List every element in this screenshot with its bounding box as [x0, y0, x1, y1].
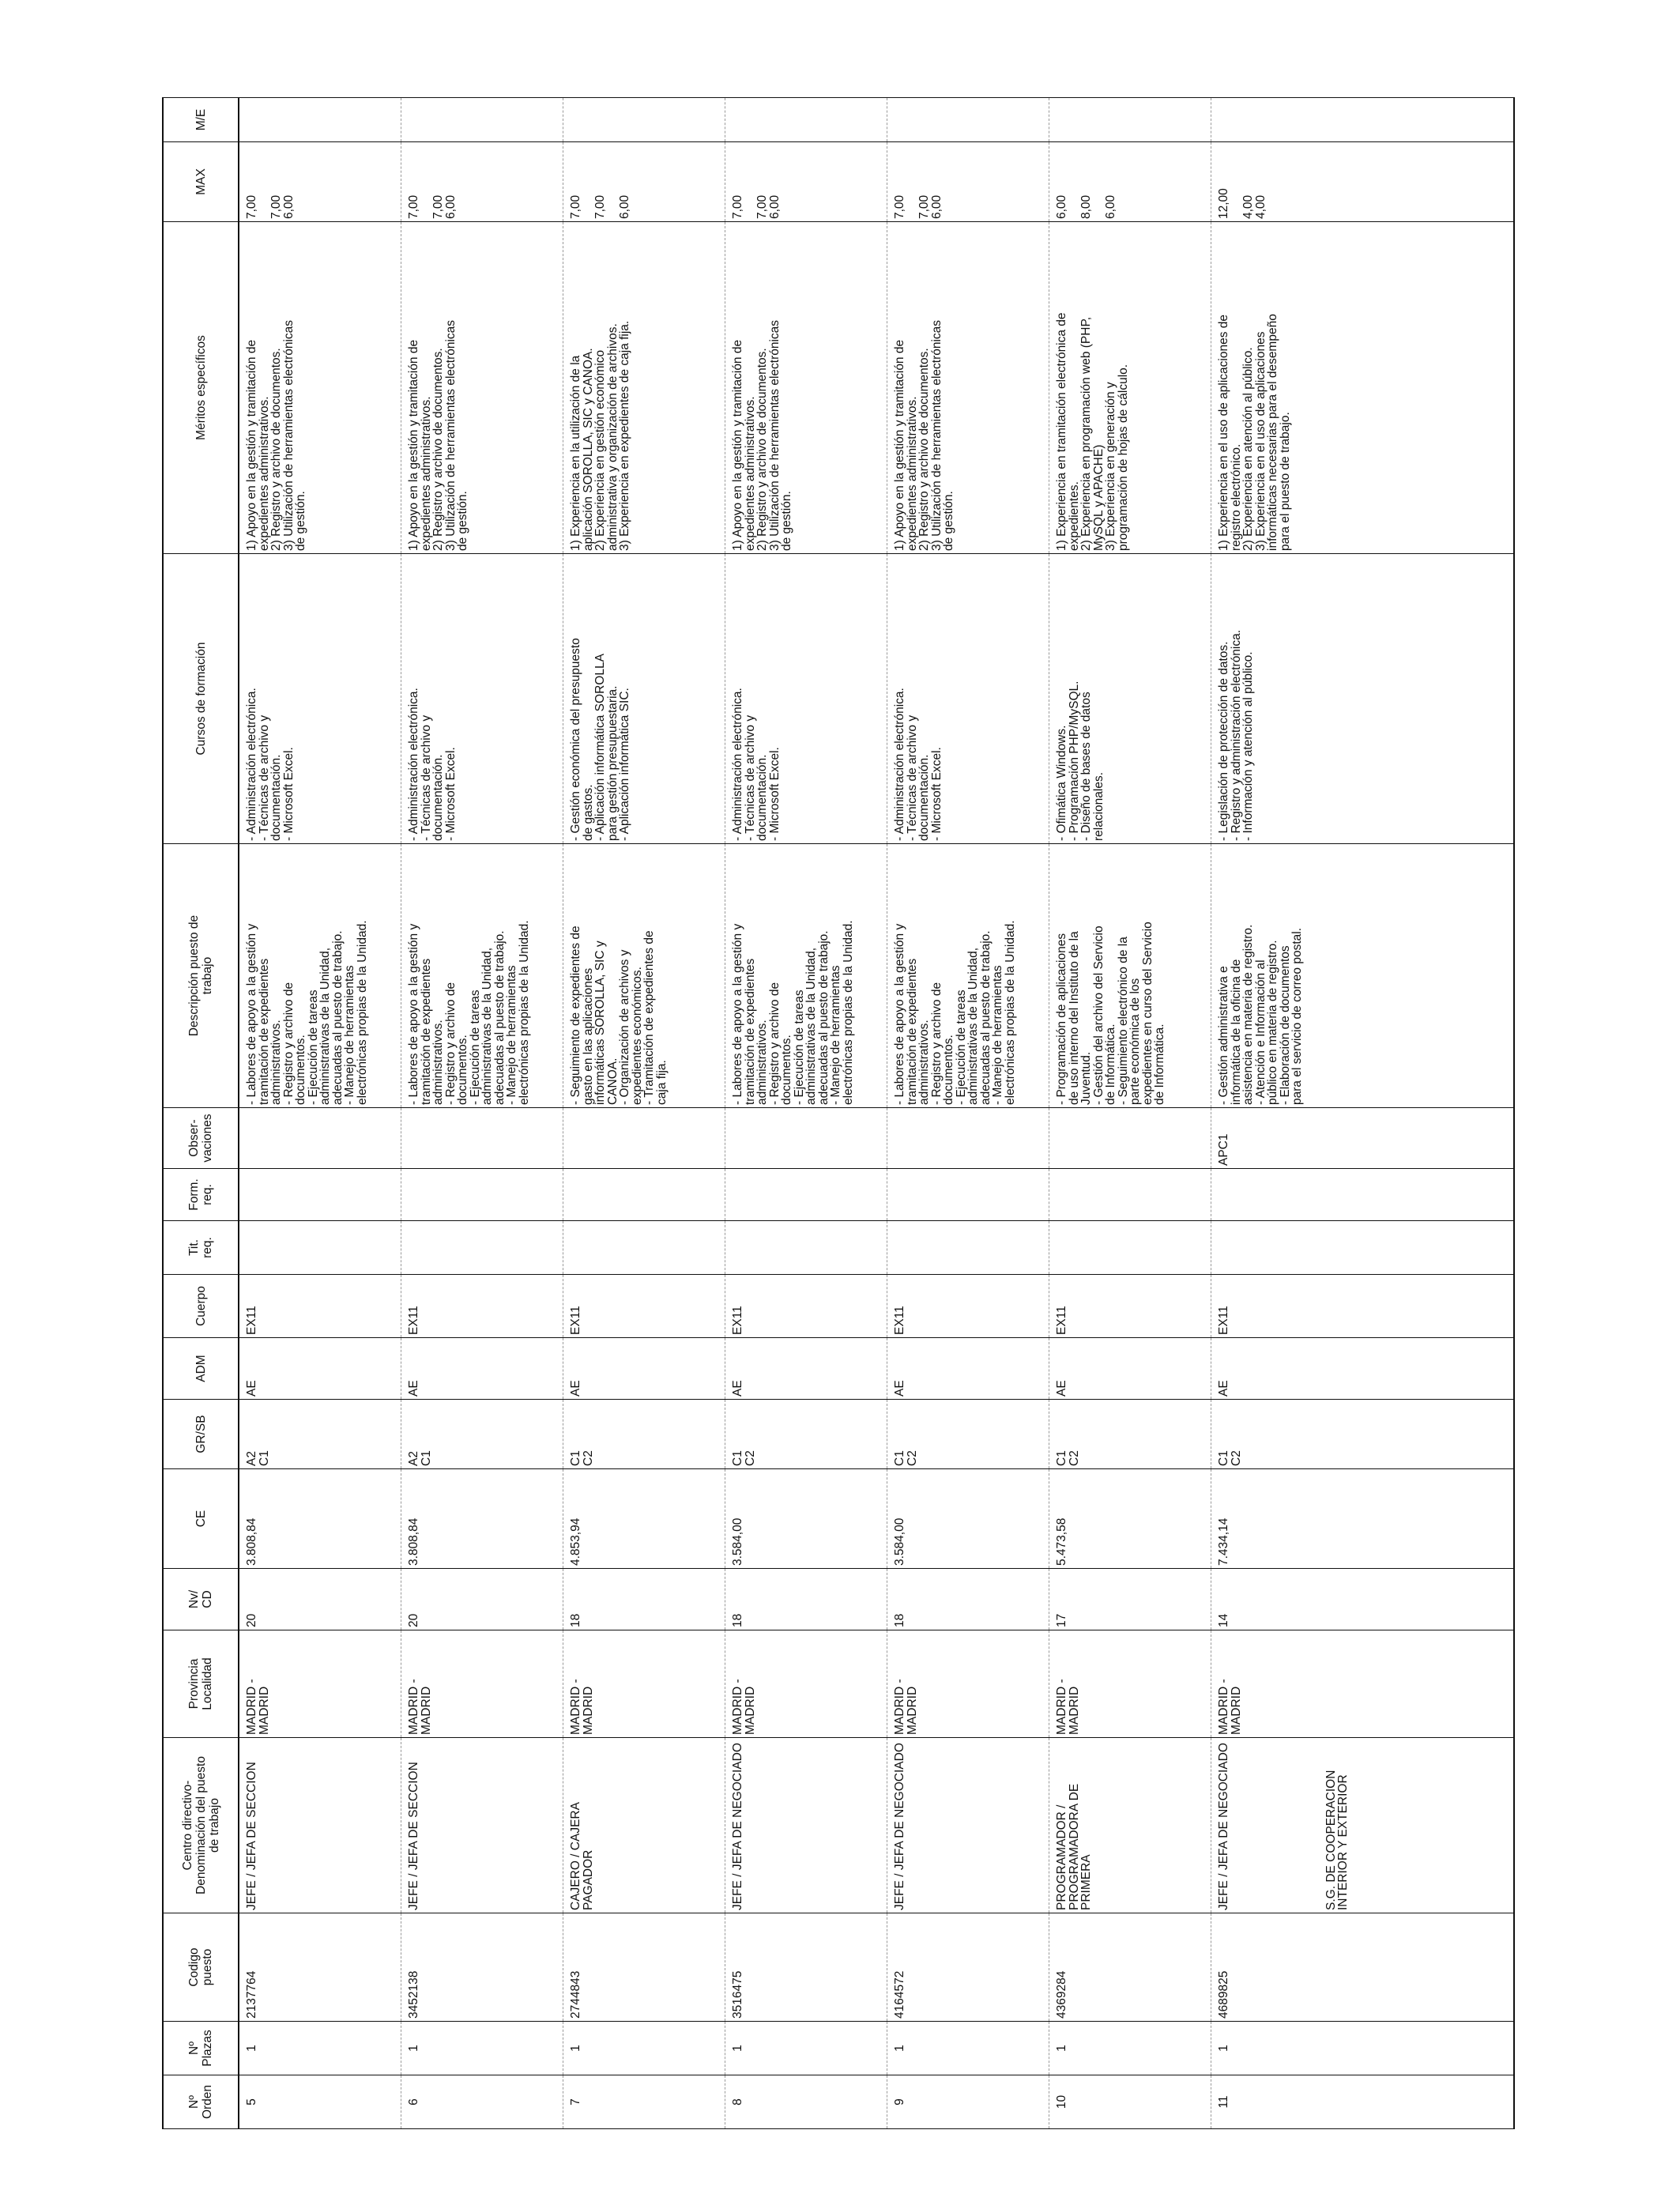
cell-cuerpo: EX11	[1049, 1275, 1211, 1338]
cell-titulacion	[887, 1221, 1049, 1275]
col-header-observaciones: Obser- vaciones	[163, 1108, 239, 1169]
cell-meritos: 1) Apoyo en la gestión y tramitación de expedientes administrativos. 2) Registro y archivo de documentos. 3) Utilización de herramientas electrónicas de gestión.	[887, 222, 1049, 554]
positions-grid	[162, 97, 1515, 2129]
cell-nivel: 20	[401, 1569, 563, 1630]
cell-observaciones	[239, 1108, 401, 1169]
cell-grupo: C1 C2	[887, 1400, 1049, 1469]
cell-me	[1049, 98, 1211, 142]
cell-plazas: 1	[401, 2022, 563, 2075]
cell-cursos: - Ofimática Windows. - Programación PHP/MySQL. - Diseño de bases de datos relacionales.	[1049, 554, 1211, 844]
cell-me	[887, 98, 1049, 142]
cell-max: 7,00 7,00 6,00	[887, 142, 1049, 222]
cell-orden: 5	[239, 2075, 401, 2129]
col-header-plazas: Nº Plazas	[163, 2022, 239, 2075]
cell-ce: 3.808,84	[239, 1469, 401, 1569]
cell-observaciones	[887, 1108, 1049, 1169]
cell-ce: 3.584,00	[887, 1469, 1049, 1569]
col-header-codigo: Codigo puesto	[163, 1913, 239, 2022]
cell-codigo: 2137764	[239, 1913, 401, 2022]
table-row	[401, 98, 563, 2129]
cell-formacion	[1211, 1169, 1515, 1221]
cell-codigo: 4689825	[1211, 1913, 1515, 2022]
cell-provincia: MADRID - MADRID	[401, 1630, 563, 1738]
cell-ce: 3.584,00	[725, 1469, 887, 1569]
col-header-formacion: Form. req.	[163, 1169, 239, 1221]
cell-titulacion	[725, 1221, 887, 1275]
col-header-nivel: Nv/ CD	[163, 1569, 239, 1630]
cell-me	[725, 98, 887, 142]
col-header-meritos: Méritos específicos	[163, 222, 239, 554]
cell-cuerpo: EX11	[1211, 1275, 1515, 1338]
cell-descripcion: - Programación de aplicaciones de uso interno del Instituto de la Juventud. - Gestión del archivo del Servicio de Informática. - Seguimiento electrónico de la parte económica de los expedientes en curso del Servicio de Informática.	[1049, 844, 1211, 1108]
cell-cuerpo: EX11	[887, 1275, 1049, 1338]
cell-cuerpo: EX11	[401, 1275, 563, 1338]
cell-meritos: 1) Experiencia en el uso de aplicaciones de registro electrónico. 2) Experiencia en atención al público. 3) Experiencia en el uso de aplicaciones informáticas necesarias para el desempeño para el puesto de trabajo.	[1211, 222, 1515, 554]
cell-observaciones: APC1	[1211, 1108, 1515, 1169]
cell-meritos: 1) Apoyo en la gestión y tramitación de expedientes administrativos. 2) Registro y archivo de documentos. 3) Utilización de herramientas electrónicas de gestión.	[401, 222, 563, 554]
cell-descripcion: - Gestión administrativa e informática de la oficina de asistencia en materia de registro. - Atención e Información al público en materia de registro. - Elaboración de documentos para el servicio de correo postal.	[1211, 844, 1515, 1108]
cell-descripcion: - Labores de apoyo a la gestión y tramitación de expedientes administrativos. - Registro y archivo de documentos. - Ejecución de tareas administrativas de la Unidad, adecuadas al puesto de trabajo. - Manejo de herramientas electrónicas propias de la Unidad.	[887, 844, 1049, 1108]
table-row	[1211, 98, 1515, 2129]
cell-formacion	[239, 1169, 401, 1221]
cell-descripcion: - Seguimiento de expedientes de gasto en las aplicaciones informáticas SOROLLA, SIC y CANOA. - Organización de archivos y expedientes económicos. - Tramitación de expedientes de caja fija.	[563, 844, 725, 1108]
cell-formacion	[401, 1169, 563, 1221]
table-row	[1049, 98, 1211, 2129]
cell-centro: CAJERO / CAJERA PAGADOR	[563, 1738, 725, 1913]
cell-observaciones	[401, 1108, 563, 1169]
cell-cuerpo: EX11	[239, 1275, 401, 1338]
col-header-me: M/E	[163, 98, 239, 142]
cell-codigo: 3516475	[725, 1913, 887, 2022]
cell-formacion	[563, 1169, 725, 1221]
cell-max: 7,00 7,00 6,00	[401, 142, 563, 222]
subdirectorate-label: S.G. DE COOPERACION INTERIOR Y EXTERIOR	[1324, 1770, 1350, 1910]
cell-plazas: 1	[1049, 2022, 1211, 2075]
cell-cuerpo: EX11	[725, 1275, 887, 1338]
cell-provincia: MADRID - MADRID	[1049, 1630, 1211, 1738]
cell-orden: 8	[725, 2075, 887, 2129]
cell-meritos: 1) Experiencia en tramitación electrónica de expedientes. 2) Experiencia en programación web (PHP, MySQL y APACHE) 3) Experiencia en generación y programación de hojas de cálculo.	[1049, 222, 1211, 554]
cell-codigo: 4369284	[1049, 1913, 1211, 2022]
cell-max: 12,00 4,00 4,00	[1211, 142, 1515, 222]
table-row	[725, 98, 887, 2129]
cell-titulacion	[1049, 1221, 1211, 1275]
cell-ce: 4.853,94	[563, 1469, 725, 1569]
cell-nivel: 18	[725, 1569, 887, 1630]
cell-plazas: 1	[1211, 2022, 1515, 2075]
cell-nivel: 18	[887, 1569, 1049, 1630]
cell-titulacion	[239, 1221, 401, 1275]
cell-ce: 5.473,58	[1049, 1469, 1211, 1569]
cell-cuerpo: EX11	[563, 1275, 725, 1338]
cell-codigo: 2744843	[563, 1913, 725, 2022]
cell-cursos: - Administración electrónica. - Técnicas de archivo y documentación. - Microsoft Excel.	[401, 554, 563, 844]
cell-grupo: C1 C2	[563, 1400, 725, 1469]
cell-orden: 7	[563, 2075, 725, 2129]
col-header-cuerpo: Cuerpo	[163, 1275, 239, 1338]
table-row	[239, 98, 401, 2129]
cell-descripcion: - Labores de apoyo a la gestión y tramitación de expedientes administrativos. - Registro y archivo de documentos. - Ejecución de tareas administrativas de la Unidad, adecuadas al puesto de trabajo. - Manejo de herramientas electrónicas propias de la Unidad.	[401, 844, 563, 1108]
cell-formacion	[887, 1169, 1049, 1221]
cell-plazas: 1	[725, 2022, 887, 2075]
cell-me	[1211, 98, 1515, 142]
cell-centro: PROGRAMADOR / PROGRAMADORA DE PRIMERA	[1049, 1738, 1211, 1913]
cell-plazas: 1	[887, 2022, 1049, 2075]
cell-max: 7,00 7,00 6,00	[725, 142, 887, 222]
cell-cursos: - Gestión económica del presupuesto de gastos. - Aplicación informática SOROLLA para gestión presupuestaria. - Aplicación informática SIC.	[563, 554, 725, 844]
cell-plazas: 1	[563, 2022, 725, 2075]
cell-meritos: 1) Experiencia en la utilización de la aplicación SOROLLA, SIC y CANOA. 2) Experiencia en gestión económico administrativa y organización de archivos. 3) Experiencia en expedientes de caja fija.	[563, 222, 725, 554]
cell-provincia: MADRID - MADRID	[1211, 1630, 1515, 1738]
cell-max: 7,00 7,00 6,00	[239, 142, 401, 222]
cell-adm: AE	[401, 1338, 563, 1400]
cell-provincia: MADRID - MADRID	[725, 1630, 887, 1738]
col-header-titulacion: Tit. req.	[163, 1221, 239, 1275]
cell-titulacion	[563, 1221, 725, 1275]
cell-centro	[1211, 1738, 1515, 1913]
cell-adm: AE	[1211, 1338, 1515, 1400]
cell-adm: AE	[725, 1338, 887, 1400]
cell-centro-title: JEFE / JEFA DE NEGOCIADO	[1217, 1743, 1230, 1910]
col-header-ce: CE	[163, 1469, 239, 1569]
cell-cursos: - Legislación de protección de datos. - Registro y administración electrónica. - Información y atención al público.	[1211, 554, 1515, 844]
cell-cursos: - Administración electrónica. - Técnicas de archivo y documentación. - Microsoft Excel.	[239, 554, 401, 844]
cell-grupo: C1 C2	[1049, 1400, 1211, 1469]
cell-cursos: - Administración electrónica. - Técnicas de archivo y documentación. - Microsoft Excel.	[725, 554, 887, 844]
col-header-orden: Nº Orden	[163, 2075, 239, 2129]
col-header-max: MAX	[163, 142, 239, 222]
cell-nivel: 20	[239, 1569, 401, 1630]
cell-orden: 6	[401, 2075, 563, 2129]
cell-formacion	[1049, 1169, 1211, 1221]
cell-cursos: - Administración electrónica. - Técnicas de archivo y documentación. - Microsoft Excel.	[887, 554, 1049, 844]
cell-descripcion: - Labores de apoyo a la gestión y tramitación de expedientes administrativos. - Registro y archivo de documentos. - Ejecución de tareas administrativas de la Unidad, adecuadas al puesto de trabajo. - Manejo de herramientas electrónicas propias de la Unidad.	[239, 844, 401, 1108]
cell-centro: JEFE / JEFA DE NEGOCIADO	[725, 1738, 887, 1913]
cell-meritos: 1) Apoyo en la gestión y tramitación de expedientes administrativos. 2) Registro y archivo de documentos. 3) Utilización de herramientas electrónicas de gestión.	[239, 222, 401, 554]
cell-titulacion	[401, 1221, 563, 1275]
col-header-adm: ADM	[163, 1338, 239, 1400]
cell-ce: 7.434,14	[1211, 1469, 1515, 1569]
cell-observaciones	[1049, 1108, 1211, 1169]
cell-orden: 10	[1049, 2075, 1211, 2129]
cell-max: 6,00 8,00 6,00	[1049, 142, 1211, 222]
cell-codigo: 3452138	[401, 1913, 563, 2022]
cell-adm: AE	[239, 1338, 401, 1400]
col-header-cursos: Cursos de formación	[163, 554, 239, 844]
cell-centro: JEFE / JEFA DE SECCION	[239, 1738, 401, 1913]
cell-plazas: 1	[239, 2022, 401, 2075]
cell-me	[239, 98, 401, 142]
cell-grupo: C1 C2	[1211, 1400, 1515, 1469]
cell-nivel: 14	[1211, 1569, 1515, 1630]
col-header-provincia: Provincia Localidad	[163, 1630, 239, 1738]
col-header-centro: Centro directivo- Denominación del puesto de trabajo	[163, 1738, 239, 1913]
cell-orden: 9	[887, 2075, 1049, 2129]
col-header-grupo: GR/SB	[163, 1400, 239, 1469]
cell-meritos: 1) Apoyo en la gestión y tramitación de expedientes administrativos. 2) Registro y archivo de documentos. 3) Utilización de herramientas electrónicas de gestión.	[725, 222, 887, 554]
cell-codigo: 4164572	[887, 1913, 1049, 2022]
cell-nivel: 18	[563, 1569, 725, 1630]
cell-grupo: A2 C1	[401, 1400, 563, 1469]
cell-grupo: C1 C2	[725, 1400, 887, 1469]
header-row	[163, 98, 239, 2129]
cell-provincia: MADRID - MADRID	[563, 1630, 725, 1738]
cell-adm: AE	[563, 1338, 725, 1400]
cell-ce: 3.808,84	[401, 1469, 563, 1569]
cell-titulacion	[1211, 1221, 1515, 1275]
cell-centro: JEFE / JEFA DE NEGOCIADO	[887, 1738, 1049, 1913]
cell-adm: AE	[887, 1338, 1049, 1400]
cell-observaciones	[563, 1108, 725, 1169]
cell-provincia: MADRID - MADRID	[239, 1630, 401, 1738]
cell-descripcion: - Labores de apoyo a la gestión y tramitación de expedientes administrativos. - Registro y archivo de documentos. - Ejecución de tareas administrativas de la Unidad, adecuadas al puesto de trabajo. - Manejo de herramientas electrónicas propias de la Unidad.	[725, 844, 887, 1108]
cell-grupo: A2 C1	[239, 1400, 401, 1469]
cell-orden: 11	[1211, 2075, 1515, 2129]
cell-max: 7,00 7,00 6,00	[563, 142, 725, 222]
cell-me	[401, 98, 563, 142]
cell-centro: JEFE / JEFA DE SECCION	[401, 1738, 563, 1913]
cell-observaciones	[725, 1108, 887, 1169]
cell-adm: AE	[1049, 1338, 1211, 1400]
cell-me	[563, 98, 725, 142]
col-header-descripcion: Descripción puesto de trabajo	[163, 844, 239, 1108]
table-row	[887, 98, 1049, 2129]
table-row	[563, 98, 725, 2129]
cell-formacion	[725, 1169, 887, 1221]
cell-provincia: MADRID - MADRID	[887, 1630, 1049, 1738]
cell-nivel: 17	[1049, 1569, 1211, 1630]
job-positions-table	[162, 98, 1596, 2129]
